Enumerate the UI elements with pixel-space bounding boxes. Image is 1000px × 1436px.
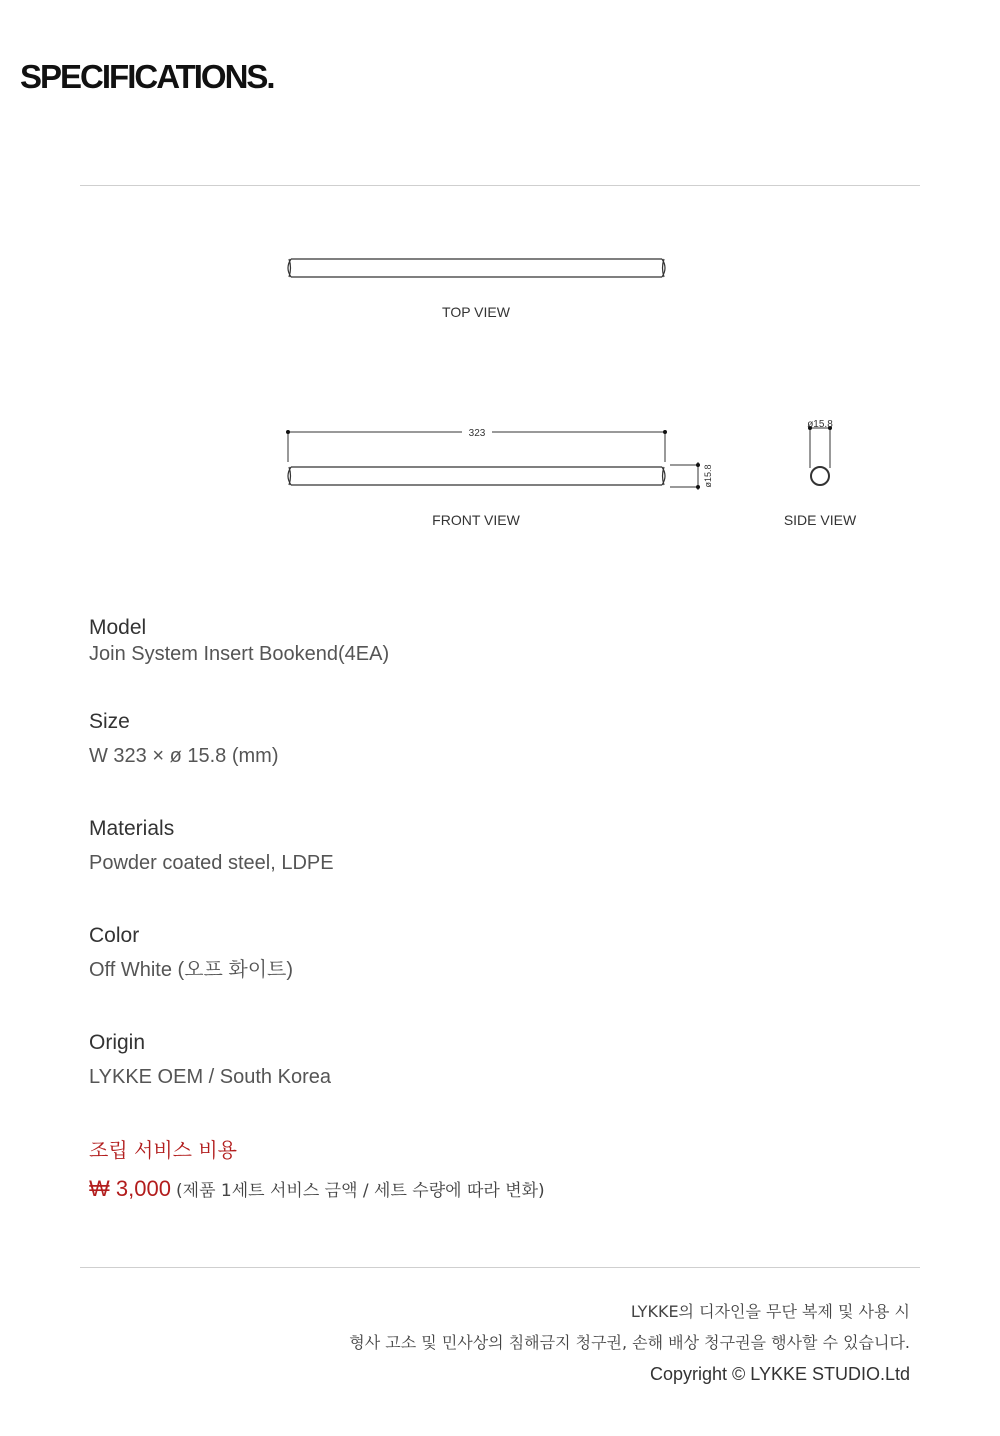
spec-model bbox=[89, 617, 389, 664]
side-view-tube-section bbox=[811, 467, 829, 485]
side-view-label: SIDE VIEW bbox=[783, 512, 857, 528]
spec-value: Off White (오프 화이트) bbox=[89, 959, 294, 981]
side-view-diameter-dimension bbox=[810, 428, 830, 468]
footer-notice-line-1: LYKKE의 디자인을 무단 복제 및 사용 시 bbox=[630, 1302, 910, 1321]
spec-value: W 323 × ø 15.8 (mm) bbox=[89, 745, 279, 767]
technical-drawing bbox=[0, 230, 1000, 550]
diameter-dimension-label: ø15.8 bbox=[703, 464, 713, 488]
page-title: SPECIFICATIONS. bbox=[20, 58, 274, 95]
length-dimension-label: 323 bbox=[468, 428, 486, 439]
spec-origin bbox=[89, 1032, 331, 1087]
assembly-service bbox=[89, 1140, 545, 1201]
assembly-service-price: ₩ 3,000 bbox=[89, 1176, 171, 1201]
spec-materials bbox=[89, 818, 334, 873]
footer-notice-line-2: 형사 고소 및 민사상의 침해금지 청구권, 손해 배상 청구권을 행사할 수 있습니다. bbox=[349, 1333, 910, 1352]
top-divider bbox=[80, 185, 920, 186]
top-view-label: TOP VIEW bbox=[442, 304, 510, 320]
spec-label: Size bbox=[89, 710, 130, 733]
spec-label: Origin bbox=[89, 1031, 146, 1054]
spec-value: Join System Insert Bookend(4EA) bbox=[89, 643, 390, 665]
spec-label: Model bbox=[89, 616, 147, 639]
assembly-service-label: 조립 서비스 비용 bbox=[89, 1138, 237, 1162]
spec-label: Materials bbox=[89, 817, 175, 840]
front-view-diameter-dimension bbox=[670, 462, 700, 490]
footer-copyright: Copyright © LYKKE STUDIO.Ltd bbox=[649, 1364, 910, 1384]
top-view-tube bbox=[288, 259, 665, 277]
bottom-divider bbox=[80, 1267, 920, 1268]
front-view-label: FRONT VIEW bbox=[432, 512, 520, 528]
spec-size bbox=[89, 711, 279, 766]
spec-label: Color bbox=[89, 924, 140, 947]
side-diameter-dimension-label: ø15.8 bbox=[807, 419, 833, 430]
spec-color bbox=[89, 925, 293, 980]
front-view-tube bbox=[288, 467, 665, 485]
assembly-service-note: (제품 1세트 서비스 금액 / 세트 수량에 따라 변화) bbox=[176, 1181, 545, 1201]
spec-value: Powder coated steel, LDPE bbox=[89, 852, 334, 874]
spec-value: LYKKE OEM / South Korea bbox=[89, 1066, 331, 1088]
